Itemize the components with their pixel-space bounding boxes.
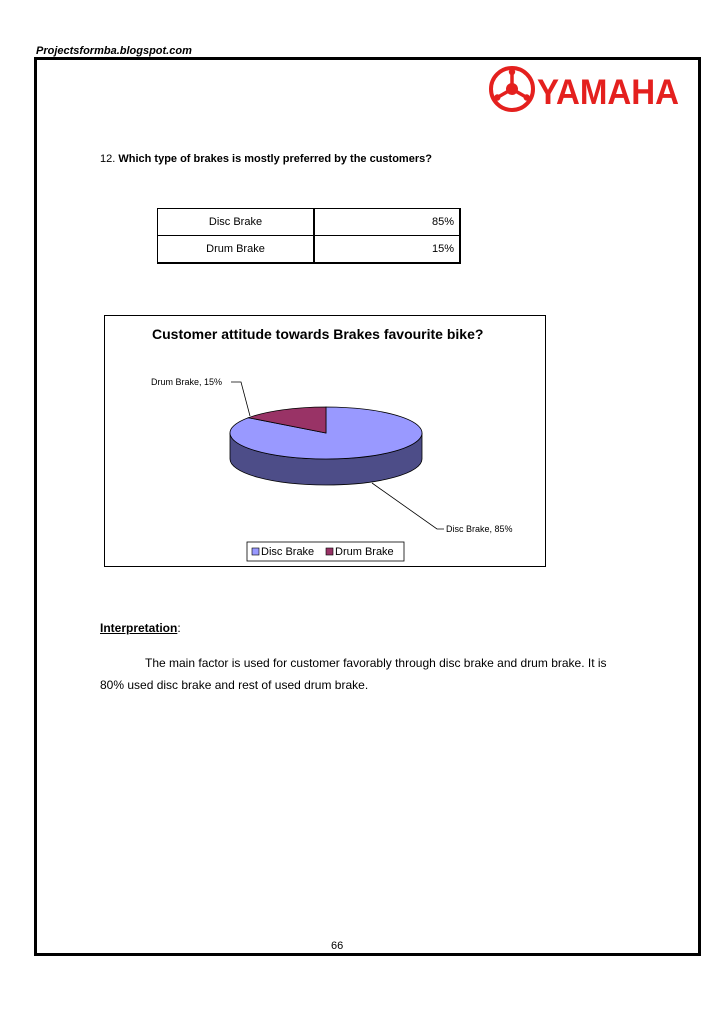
table-cell-name: Disc Brake — [158, 209, 315, 236]
table-row — [158, 209, 461, 236]
table-cell-value: 85% — [314, 209, 460, 236]
interpretation-colon: : — [177, 621, 181, 635]
yamaha-logo — [489, 66, 681, 112]
legend-label-disc: Disc Brake — [261, 546, 315, 558]
question-text: Which type of brakes is mostly preferred by the customers? — [118, 153, 432, 165]
svg-text:YAMAHA: YAMAHA — [537, 73, 679, 112]
page-number: 66 — [331, 940, 344, 952]
brake-table — [157, 208, 461, 264]
legend-label-drum: Drum Brake — [335, 546, 394, 558]
pie-chart — [104, 315, 546, 567]
leader-line-disc — [372, 483, 444, 529]
interpretation-heading — [100, 621, 181, 635]
table-cell-name: Drum Brake — [158, 236, 315, 264]
interpretation-label: Interpretation — [100, 621, 178, 635]
data-label-disc: Disc Brake, 85% — [446, 524, 513, 534]
legend-swatch-disc — [252, 548, 259, 555]
table-row — [158, 236, 461, 264]
chart-title: Customer attitude towards Brakes favourite bike? — [152, 326, 484, 342]
interpretation-body: The main factor is used for customer favorably through disc brake and drum brake. It is 80% used disc brake and rest of used drum brake. — [100, 656, 607, 692]
data-label-drum: Drum Brake, 15% — [151, 377, 223, 387]
legend-swatch-drum — [326, 548, 333, 555]
leader-line-drum — [231, 382, 250, 416]
question-number: 12. — [100, 153, 116, 165]
interpretation-text — [100, 652, 630, 696]
question — [100, 153, 432, 165]
site-header: Projectsformba.blogspot.com — [36, 45, 192, 57]
yamaha-emblem-icon — [491, 68, 533, 110]
table-cell-value: 15% — [314, 236, 460, 264]
